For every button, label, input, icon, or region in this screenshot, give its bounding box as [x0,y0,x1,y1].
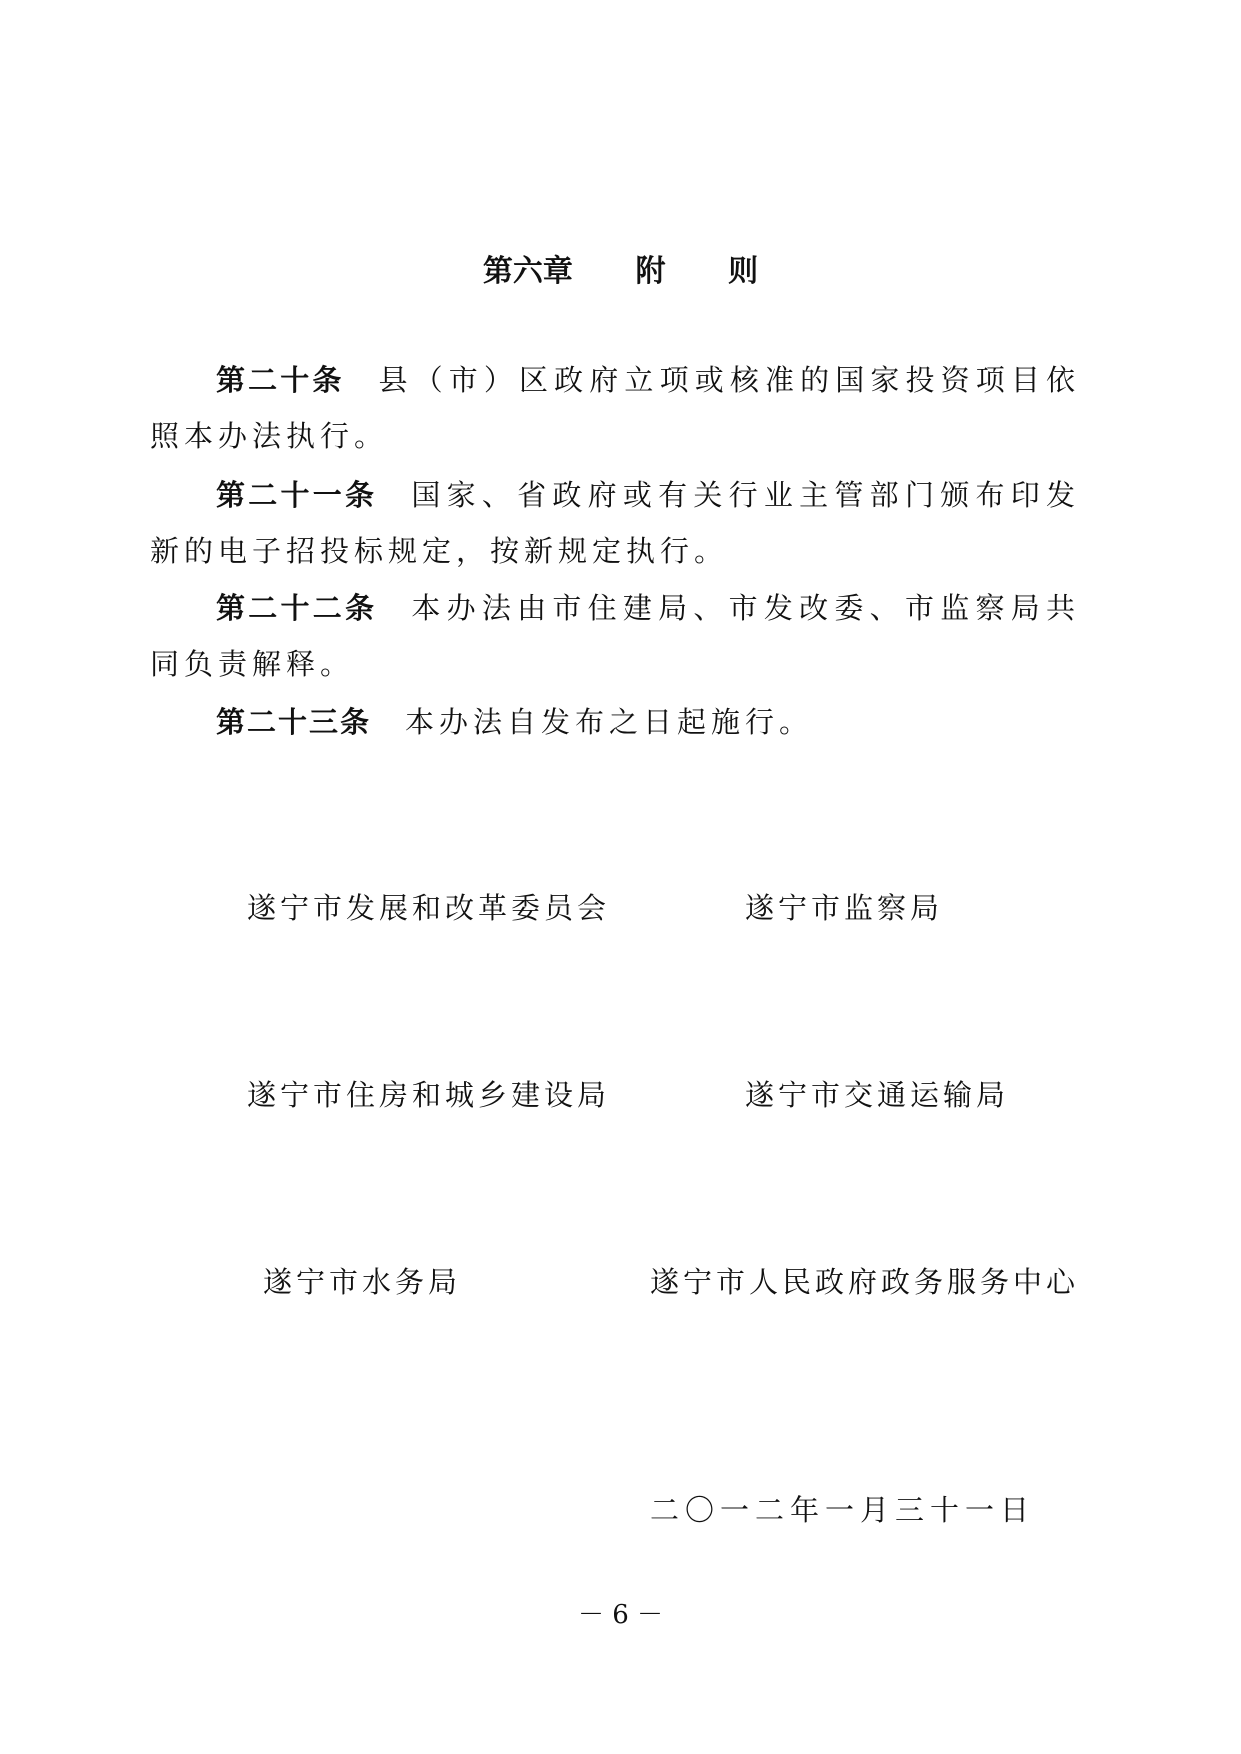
signatory-development-reform-commission: 遂宁市发展和改革委员会 [247,891,611,925]
signatory-government-service-center: 遂宁市人民政府政务服务中心 [650,1265,1080,1299]
article-20 [150,352,1080,464]
page-number: － 6 － [577,1600,664,1630]
article-23 [150,694,1080,750]
article-number: 第二十条 [216,363,345,397]
article-text: 县（市）区政府立项或核准的国家投资项目依照本办法执行。 [150,363,1080,453]
chapter-title: 第六章 附 则 [482,254,759,289]
article-number: 第二十一条 [216,478,378,512]
article-number: 第二十二条 [216,591,378,625]
article-text: 本办法自发布之日起施行。 [405,705,814,739]
article-21 [150,467,1080,579]
article-text: 本办法由市住建局、市发改委、市监察局共同负责解释。 [150,591,1080,681]
issue-date: 二〇一二年一月三十一日 [650,1493,1036,1527]
signatory-water-bureau: 遂宁市水务局 [263,1265,462,1299]
signatory-housing-construction-bureau: 遂宁市住房和城乡建设局 [247,1078,611,1112]
signatory-transport-bureau: 遂宁市交通运输局 [745,1078,1010,1112]
article-number: 第二十三条 [216,705,372,739]
article-text: 国家、省政府或有关行业主管部门颁布印发新的电子招投标规定，按新规定执行。 [150,478,1080,568]
signatory-supervision-bureau: 遂宁市监察局 [745,891,944,925]
article-22 [150,580,1080,692]
